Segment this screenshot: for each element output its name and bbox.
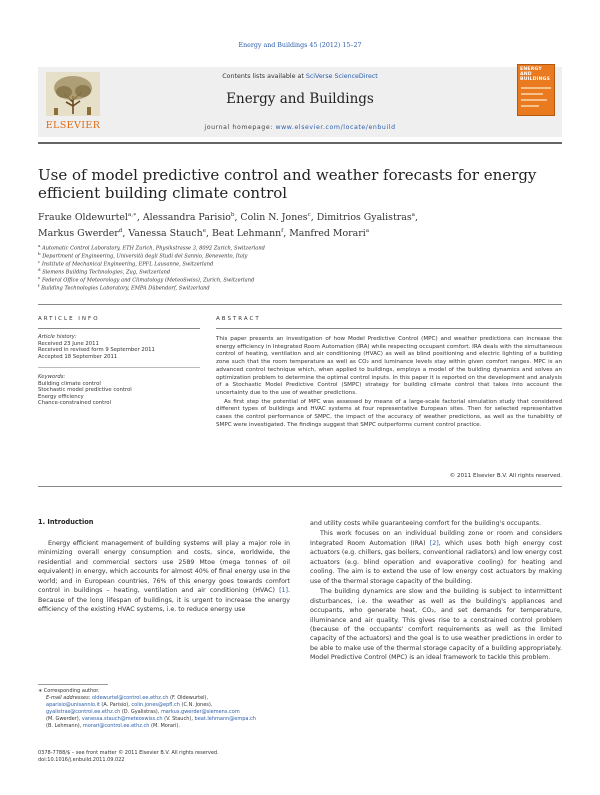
abstract-paragraph: This paper presents an investigation of how Model Predictive Control (MPC) and weather predictions can increase the energy efficiency in Integrated Room Automation (IRA) while respecting occupant comfort. IRA deals with the simultaneous control of heating, ventilation and air conditioning (HVAC) as well as blind positioning and electric lighting of a building zone such that the room temperature as well as CO₂ and luminance levels stay within given comfort ranges. MPC is an advanced control technique which, when applied to buildings, employs a model of the building dynamics and solves an optimization problem to determine the optimal control inputs. In this paper it is reported on the development and analysis of a Stochastic Model Predictive Control (SMPC) strategy for building climate control that takes into account the uncertainty due to the use of weather predictions.: [216, 336, 562, 396]
email-link[interactable]: beat.lehmann@empa.ch: [194, 716, 256, 723]
front-matter-divider: [38, 486, 562, 487]
cover-decoration: [521, 93, 543, 95]
history-keywords-divider: [38, 367, 200, 368]
journal-homepage-line: journal homepage: www.elsevier.com/locate/enbuild: [204, 124, 396, 131]
elsevier-tree-logo: [44, 70, 102, 132]
article-info-rule: [38, 328, 200, 329]
author[interactable]: Colin N. Jones$^c$: [240, 212, 311, 224]
affiliation: $^f$ Building Technologies Laboratory, EMPA Dübendorf, Switzerland: [38, 283, 210, 292]
email-link[interactable]: gyalistras@control.ee.ethz.ch: [46, 709, 121, 716]
abstract-rule: [216, 328, 562, 329]
doi-link[interactable]: doi:10.1016/j.enbuild.2011.09.022: [38, 757, 125, 764]
affiliation: $^b$ Department of Engineering, Università degli Studi del Sannio, Benevento, Italy: [38, 251, 248, 260]
issn-line: 0378-7788/$ – see front matter © 2011 Elsevier B.V. All rights reserved.: [38, 750, 219, 756]
affiliation: $^d$ Siemens Building Technologies, Zug, Switzerland: [38, 267, 171, 276]
reference-link[interactable]: [1]: [279, 587, 288, 595]
author[interactable]: Vanessa Stauch$^e$: [128, 227, 207, 239]
keywords-block: Keywords: Building climate control Stochastic model predictive control Energy efficiency Chance-constrained control: [38, 374, 208, 407]
email-link[interactable]: vanessa.stauch@meteoswiss.ch: [81, 716, 163, 723]
author[interactable]: Alessandra Parisio$^b$: [142, 212, 235, 224]
email-link[interactable]: markus.gwerder@siemens.com: [160, 709, 240, 716]
affiliation: $^c$ Institute of Mechanical Engineering, EPFL Lausanne, Switzerland: [38, 259, 214, 268]
author[interactable]: Beat Lehmann$^f$: [212, 227, 284, 239]
affiliation: $^e$ Federal Office of Meteorology and Climatology (MeteoSwiss), Zurich, Switzerland: [38, 275, 255, 284]
introduction-right-column: and utility costs while guaranteeing comfort for the building's occupants. This work focuses on an individual building zone or room and considers Integrated Room Automation (IRA) [2], which uses both high energy cost actuators (e.g. chillers, gas boilers, conventional radiators) and low energy cost actuators (e.g. blind operation and evaporative cooling) for heating and cooling. The aim is to extend the use of low energy cost actuators by making use of the thermal storage capacity of the building. The building dynamics are slow and the building is subject to intermittent disturbances, i.e. the weather as well as the building's appliances and occupants, who generate heat, CO₂, and set demands for temperature, illuminance and air quality. This gives rise to a constrained control problem (because of the occupants' comfort requirements as well as the limited capacity of the actuators) and the goal is to use weather predictions in order to be able to make use of the thermal storage capacity of a building appropriately. Model Predictive Control (MPC) is an ideal framework to tackle this problem.: [310, 520, 563, 662]
cover-decoration: [521, 105, 539, 107]
abstract-paragraph: As first step the potential of MPC was assessed by means of a large-scale factorial simulation study that considered different types of buildings and HVAC systems at four representative European sites. Then for selected representative cases the control performance of SMPC, the impact of the accuracy of weather predictions, as well as the tunability of SMPC were investigated. The findings suggest that SMPC outperforms current control practice.: [216, 398, 562, 428]
abstract-copyright: © 2011 Elsevier B.V. All rights reserved.: [449, 473, 562, 479]
reference-link[interactable]: [2]: [429, 539, 439, 547]
affiliation-divider: [38, 304, 562, 305]
publication-meta: [38, 750, 298, 764]
author[interactable]: Dimitrios Gyalistras$^a$: [316, 212, 415, 224]
keyword: Energy efficiency: [38, 393, 84, 400]
email-link[interactable]: colin.jones@epfl.ch: [131, 702, 180, 709]
author[interactable]: Markus Gwerder$^d$: [38, 227, 123, 239]
author[interactable]: Frauke Oldewurtel$^{a,∗}$: [38, 212, 137, 224]
article-title: Use of model predictive control and weather forecasts for energy efficient building climate control: [38, 166, 537, 202]
journal-title: Energy and Buildings: [226, 91, 374, 107]
cover-decoration: [521, 87, 551, 89]
affiliation: $^a$ Automatic Control Laboratory, ETH Zurich, Physikstrasse 3, 8092 Zurich, Switzerland: [38, 243, 265, 252]
abstract-heading: ABSTRACT: [216, 316, 261, 322]
article-history: Article history: Received 23 June 2011 Received in revised form 9 September 2011 Accepted 18 September 2011: [38, 334, 155, 360]
author-list: Frauke Oldewurtel$^{a,∗}$, Alessandra Parisio$^b$, Colin N. Jones$^c$, Dimitrios Gyalistras$^a$, Markus Gwerder$^d$, Vanessa Stauch$^e$, Beat Lehmann$^f$, Manfred Morari$^a$: [38, 212, 418, 239]
footnote-rule: [38, 684, 108, 685]
email-link[interactable]: morari@control.ee.ethz.ch: [82, 723, 150, 730]
footnotes: ∗ Corresponding author. E-mail addresses: oldewurtel@control.ee.ethz.ch (F. Oldewurtel), aparisio@unisannio.it (A. Parisio), colin.jones@epfl.ch (C.N. Jones), gyalistras@control.ee.ethz.ch (D. Gyalistras), markus.gwerder@siemens.com (M. Gwerder), vanessa.stauch@meteoswiss.ch (V. Stauch), beat.lehmann@empa.ch (B. Lehmann), morari@control.ee.ethz.ch (M. Morari).: [38, 688, 300, 731]
cover-title: ENERGY AND BUILDINGS: [520, 67, 551, 82]
keyword: Chance-constrained control: [38, 400, 112, 407]
contents-line: Contents lists available at SciVerse ScienceDirect: [222, 73, 378, 80]
journal-citation[interactable]: Energy and Buildings 45 (2012) 15–27: [238, 42, 362, 49]
keyword: Building climate control: [38, 380, 101, 387]
introduction-left-column: Energy efficient management of building systems will play a major role in minimizing overall energy consumption and costs, since, worldwide, the residential and commercial sectors use 2589 Mtoe (mega tonnes of oil equivalent) in energy, which accounts for almost 40% of final energy use in the world; and in European countries, 76% of this energy goes towards comfort control in buildings – heating, ventilation and air conditioning (HVAC) [1]. Because of the long lifespan of buildings, it is urgent to increase the energy efficiency of the existing HVAC systems, i.e. to reduce energy use: [38, 540, 290, 614]
journal-cover-thumbnail: [517, 64, 555, 116]
author[interactable]: Manfred Morari$^a$: [289, 227, 370, 239]
introduction-heading: 1. Introduction: [38, 518, 94, 526]
sciencedirect-link[interactable]: SciVerse ScienceDirect: [305, 73, 378, 80]
article-info-heading: ARTICLE INFO: [38, 316, 100, 322]
elsevier-wordmark: ELSEVIER: [45, 120, 101, 131]
corresponding-author-note: ∗ Corresponding author.: [38, 688, 100, 694]
keyword: Stochastic model predictive control: [38, 387, 132, 394]
journal-homepage-link[interactable]: www.elsevier.com/locate/enbuild: [275, 124, 396, 131]
header-divider: [38, 142, 562, 144]
cover-decoration: [521, 99, 547, 101]
abstract-body: [216, 336, 562, 430]
email-link[interactable]: oldewurtel@control.ee.ethz.ch: [91, 695, 169, 702]
email-link[interactable]: aparisio@unisannio.it: [46, 702, 100, 709]
